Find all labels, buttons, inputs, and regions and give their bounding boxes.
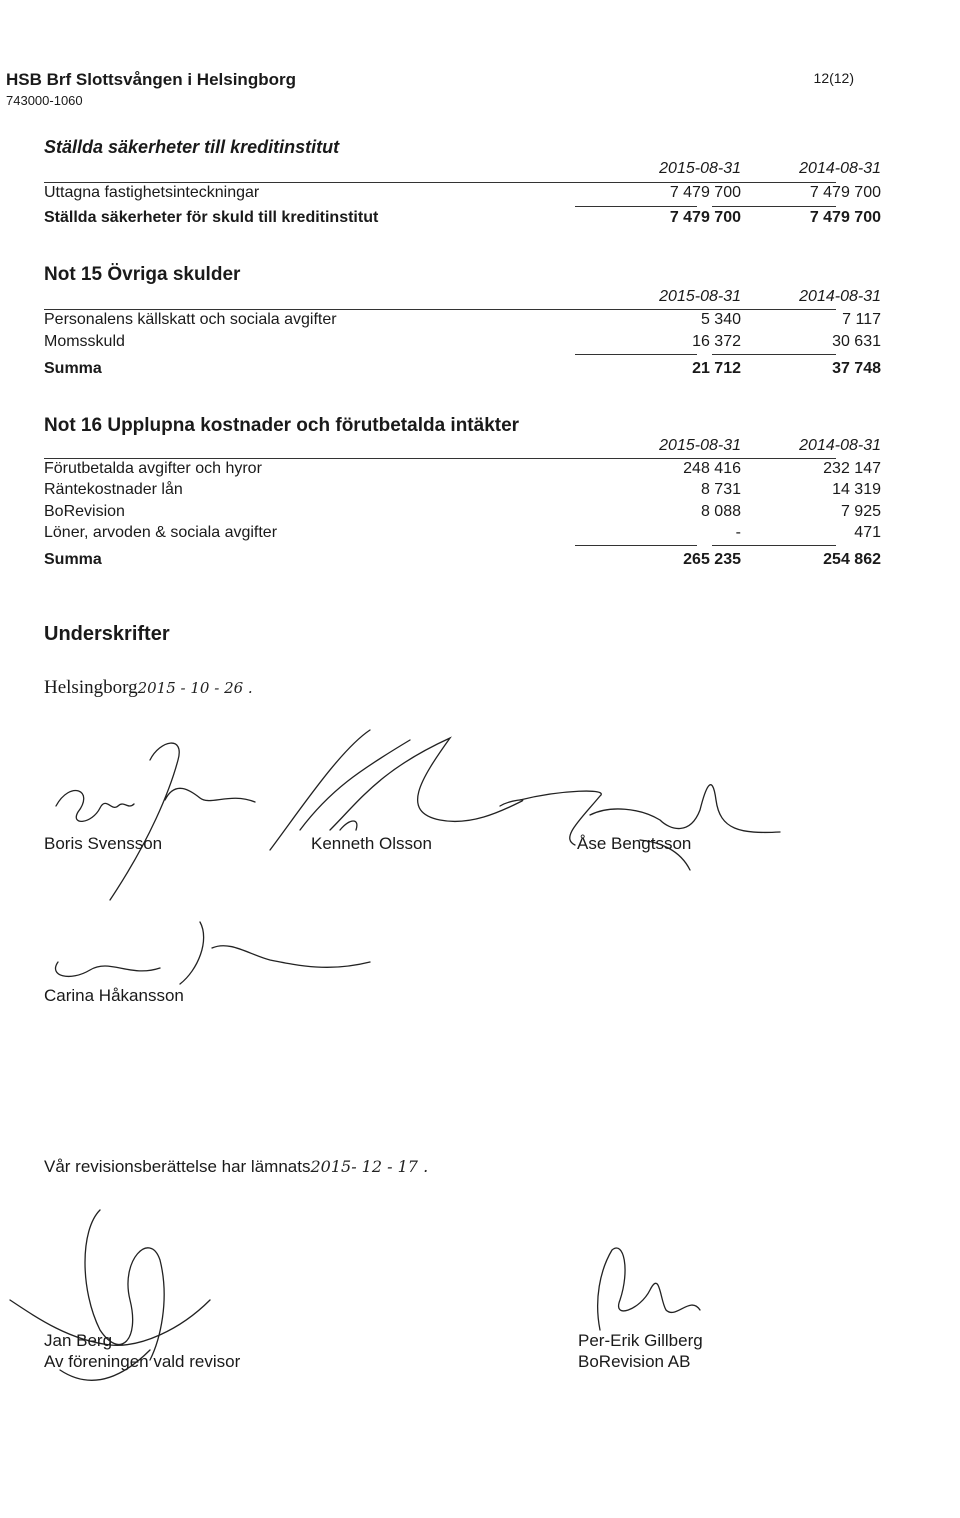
organization-name: HSB Brf Slottsvången i Helsingborg: [6, 70, 296, 89]
signature-carina-hakansson: [56, 922, 370, 984]
audit-statement: [44, 1157, 428, 1177]
table-row: [44, 209, 881, 230]
column-date-2015: 2015-08-31: [659, 288, 741, 305]
value-2015: 8 088: [700, 503, 741, 520]
table-row: [44, 481, 881, 502]
table-row: [44, 184, 881, 205]
total-2015: 265 235: [683, 551, 741, 568]
value-2014: 7 479 700: [809, 209, 881, 226]
place: Helsingborg: [44, 677, 138, 698]
value-2015: 7 479 700: [669, 209, 741, 226]
handwritten-audit-date: 2015- 12 - 17 .: [310, 1157, 429, 1176]
signer-name: Carina Håkansson: [44, 986, 184, 1005]
total-label: Summa: [44, 360, 102, 377]
divider: [575, 354, 697, 355]
value-2014: 232 147: [823, 460, 881, 477]
total-2015: 21 712: [692, 360, 741, 377]
auditor-name: Per-Erik Gillberg: [578, 1331, 703, 1350]
auditor-role: BoRevision AB: [578, 1352, 691, 1371]
note16-header-row: [44, 437, 881, 458]
total-row: [44, 551, 881, 572]
signature-per-erik-gillberg: [598, 1248, 700, 1330]
table-row: [44, 460, 881, 481]
place-date: [44, 677, 253, 699]
divider: [575, 545, 697, 546]
column-date-2014: 2014-08-31: [799, 160, 881, 177]
signature-kenneth-olsson: [270, 730, 523, 850]
auditor-name: Jan Berg: [44, 1331, 113, 1350]
value-2014: 30 631: [832, 333, 881, 350]
column-date-2015: 2015-08-31: [659, 160, 741, 177]
total-2014: 37 748: [832, 360, 881, 377]
value-2014: 471: [854, 524, 881, 541]
total-label: Summa: [44, 551, 102, 568]
note15-header-row: [44, 288, 881, 309]
row-label: Ställda säkerheter för skuld till kreditinstitut: [44, 209, 379, 226]
row-label: Förutbetalda avgifter och hyror: [44, 460, 262, 477]
divider: [712, 545, 836, 546]
table-row: [44, 311, 881, 332]
table-row: [44, 524, 881, 545]
organization-number: 743000-1060: [6, 93, 83, 108]
row-label: BoRevision: [44, 503, 125, 520]
auditor-role: Av föreningen vald revisor: [44, 1352, 241, 1371]
value-2014: 7 479 700: [809, 184, 881, 201]
total-2014: 254 862: [823, 551, 881, 568]
divider: [712, 354, 836, 355]
value-2015: 16 372: [692, 333, 741, 350]
row-label: Momsskuld: [44, 333, 125, 350]
row-label: Personalens källskatt och sociala avgifter: [44, 311, 337, 328]
total-row: [44, 360, 881, 381]
column-date-2014: 2014-08-31: [799, 288, 881, 305]
table-row: [44, 503, 881, 524]
value-2015: 7 479 700: [669, 184, 741, 201]
row-label: Uttagna fastighetsinteckningar: [44, 184, 260, 201]
column-date-2014: 2014-08-31: [799, 437, 881, 454]
value-2014: 7 117: [842, 311, 881, 328]
divider: [575, 206, 697, 207]
value-2014: 7 925: [840, 503, 881, 520]
handwritten-date: 2015 - 10 - 26 .: [137, 679, 253, 697]
table-row: [44, 333, 881, 354]
value-2015: -: [735, 524, 741, 541]
divider: [712, 206, 836, 207]
note16-title: Not 16 Upplupna kostnader och förutbetalda intäkter: [44, 415, 520, 436]
row-label: Löner, arvoden & sociala avgifter: [44, 524, 278, 541]
column-date-2015: 2015-08-31: [659, 437, 741, 454]
signer-name: Åse Bengtsson: [577, 834, 692, 853]
page-number: 12(12): [813, 70, 854, 86]
row-label: Räntekostnader lån: [44, 481, 183, 498]
signatures-title: Underskrifter: [44, 623, 170, 645]
signer-name: Kenneth Olsson: [311, 834, 432, 853]
divider: [44, 309, 836, 310]
signature-boris-svensson: [56, 743, 255, 900]
note15-title: Not 15 Övriga skulder: [44, 264, 241, 285]
signer-name: Boris Svensson: [44, 834, 163, 853]
collateral-header-row: [44, 160, 881, 181]
value-2015: 248 416: [683, 460, 741, 477]
signature-ase-bengtsson: [520, 785, 780, 870]
divider: [44, 182, 836, 183]
value-2015: 5 340: [700, 311, 741, 328]
collateral-title: Ställda säkerheter till kreditinstitut: [44, 137, 340, 157]
value-2014: 14 319: [832, 481, 881, 498]
value-2015: 8 731: [700, 481, 741, 498]
audit-text: Vår revisionsberättelse har lämnats: [44, 1157, 311, 1176]
divider: [44, 458, 836, 459]
